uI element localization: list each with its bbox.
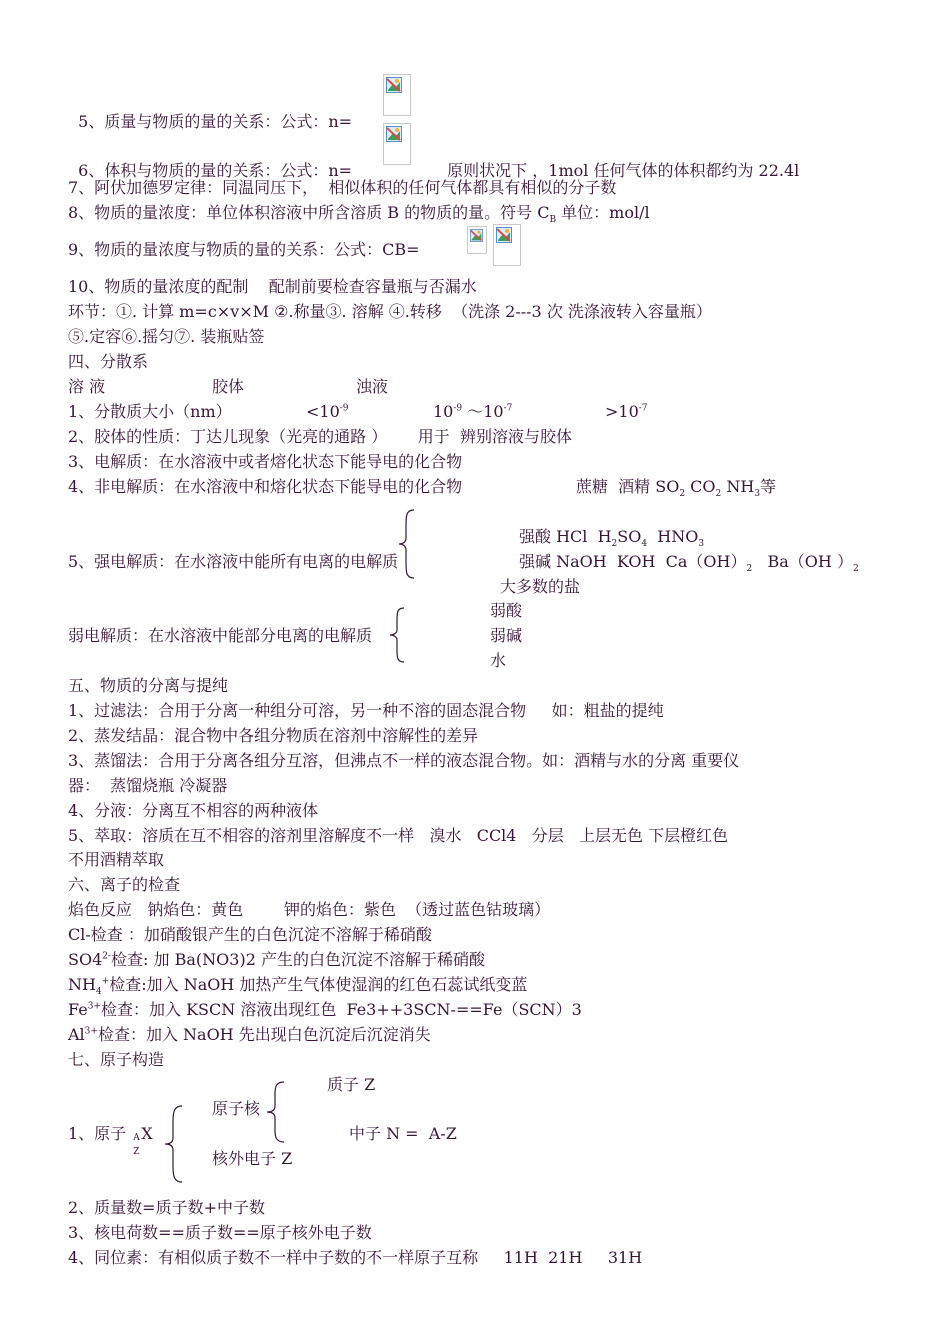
text: HNO — [647, 527, 699, 546]
section-heading-dispersion — [68, 352, 148, 372]
superscript: -7 — [503, 403, 513, 414]
text: 2、蒸发结晶：混合物中各组分物质在溶剂中溶解性的差异 — [68, 726, 479, 745]
evaporation — [68, 726, 478, 746]
broken-image-icon — [470, 229, 483, 242]
text: 环节：①. 计算 m=c×v×M ②.称量③. 溶解 ④.转移 （洗涤 2---3 次 洗涤液转入容量瓶） — [68, 302, 712, 321]
filtration — [68, 701, 664, 721]
weak-electrolyte-definition — [68, 626, 372, 646]
text: NH — [68, 975, 96, 994]
superscript: 2- — [102, 951, 112, 962]
text: 4、非电解质：在水溶液中和熔化状态下能导电的化合物 — [68, 477, 463, 496]
col-suspension — [356, 377, 388, 397]
text: 弱酸 — [490, 601, 523, 620]
distillation-apparatus — [68, 776, 227, 796]
col-solution — [68, 377, 105, 397]
text: Ba（OH ） — [752, 552, 853, 571]
text: 1、分散质大小（nm） — [68, 402, 232, 421]
text: 单位：mol/l — [556, 203, 650, 222]
text: 等 — [760, 477, 777, 496]
superscript: + — [101, 976, 110, 987]
concentration-formula-line — [68, 240, 420, 260]
text: 6、体积与物质的量的关系：公式：n= — [78, 161, 353, 180]
text: 1、原子 — [68, 1124, 132, 1143]
brace-weak-electrolyte — [386, 606, 406, 664]
subscript: 2 — [715, 489, 722, 500]
text: 不用酒精萃取 — [68, 850, 165, 869]
text: 中子 N = A-Z — [349, 1124, 457, 1143]
particle-size-label — [68, 402, 232, 422]
text: Fe — [68, 1000, 88, 1019]
strong-acids — [519, 527, 705, 550]
subscript: 3 — [754, 489, 761, 500]
solution-prep-heading — [68, 277, 477, 297]
formula-image-placeholder — [383, 123, 411, 165]
text: 七、原子构造 — [68, 1050, 165, 1069]
atomic-number: Z — [133, 1147, 140, 1157]
text: 弱电解质：在水溶液中能部分电离的电解质 — [68, 626, 373, 645]
text: 检查:加入 NaOH 加热产生气体使湿润的红色石蕊试纸变蓝 — [109, 975, 528, 994]
atom-label — [68, 1124, 153, 1157]
prep-steps-1 — [68, 302, 712, 322]
text: 溶 液 — [68, 377, 106, 396]
iron-test — [68, 1000, 582, 1020]
broken-image-icon — [386, 77, 402, 93]
text: 强酸 HCl H — [519, 527, 612, 546]
non-electrolyte-definition — [68, 477, 462, 497]
text: 8、物质的量浓度：单位体积溶液中所含溶质 B 的物质的量。符号 C — [68, 203, 550, 222]
text: <10 — [306, 402, 340, 421]
nucleus — [212, 1099, 260, 1119]
brace-strong-electrolyte — [396, 508, 416, 580]
text: 蔗糖 酒精 SO — [576, 477, 680, 496]
text: 质子 Z — [327, 1075, 376, 1094]
superscript: 3+ — [84, 1026, 98, 1037]
subscript: 3 — [698, 539, 705, 550]
electrolyte-definition — [68, 452, 462, 472]
section-heading-atomic-structure — [68, 1050, 164, 1070]
text: 2、质量数=质子数+中子数 — [68, 1198, 265, 1217]
chloride-test — [68, 925, 432, 945]
text: 10、物质的量浓度的配制 配制前要检查容量瓶与否漏水 — [68, 277, 477, 296]
text: 4、同位素：有相似质子数不一样中子数的不一样原子互称 11H 21H 31H — [68, 1248, 643, 1267]
text: 7、阿伏加德罗定律：同温同压下， 相似体积的任何气体都具有相似的分子数 — [68, 178, 617, 197]
text: NH — [721, 477, 755, 496]
subscript: 2 — [611, 539, 618, 550]
size-suspension — [605, 402, 648, 422]
mass-number-rule — [68, 1198, 265, 1218]
text: >10 — [605, 402, 639, 421]
isotope-definition — [68, 1248, 642, 1268]
text: 四、分散系 — [68, 352, 149, 371]
text: 检查: 加 Ba(NO3)2 产生的白色沉淀不溶解于稀硝酸 — [111, 950, 485, 969]
text: 浊液 — [356, 377, 389, 396]
neutron — [349, 1124, 457, 1144]
text: 胶体 — [212, 377, 245, 396]
broken-image-icon — [386, 126, 402, 142]
formula-image-placeholder — [493, 224, 521, 266]
subscript: 2 — [746, 564, 753, 575]
text: 原子核 — [212, 1099, 261, 1118]
broken-image-icon — [496, 227, 512, 243]
most-salts — [500, 577, 580, 597]
superscript: 3+ — [87, 1001, 101, 1012]
text: X — [141, 1124, 153, 1143]
weak-bases — [490, 626, 522, 646]
text: 4、分液：分离互不相容的两种液体 — [68, 801, 319, 820]
size-solution — [306, 402, 349, 422]
text: 10 — [433, 402, 454, 421]
text: 3、电解质：在水溶液中或者熔化状态下能导电的化合物 — [68, 452, 463, 471]
text: ～10 — [462, 402, 504, 421]
section-heading-separation — [68, 676, 228, 696]
text: 5、萃取：溶质在互不相容的溶剂里溶解度不一样 溴水 CCl4 分层 上层无色 下层橙红色 — [68, 826, 729, 845]
distillation — [68, 751, 739, 771]
subscript: 2 — [679, 489, 686, 500]
avogadro-law — [68, 178, 616, 198]
superscript: -9 — [339, 403, 349, 414]
ammonium-test — [68, 975, 528, 998]
text: 强碱 NaOH KOH Ca（OH） — [519, 552, 747, 571]
text: 3、核电荷数==质子数==原子核外电子数 — [68, 1223, 372, 1242]
proton — [327, 1075, 375, 1095]
superscript: -7 — [638, 403, 648, 414]
text: 3、蒸馏法：合用于分离各组分互溶，但沸点不一样的液态混合物。如：酒精与水的分离 重要仪 — [68, 751, 740, 770]
text: CO — [685, 477, 716, 496]
text: SO4 — [68, 950, 103, 969]
weak-acids — [490, 601, 522, 621]
superscript: -9 — [453, 403, 463, 414]
section-heading-ion-tests — [68, 875, 180, 895]
concentration-definition — [68, 203, 650, 226]
formula-volume-line — [68, 141, 352, 181]
text: 2、胶体的性质：丁达儿现象（光亮的通路 ） 用于 辨别溶液与胶体 — [68, 427, 572, 446]
nuclear-charge-rule — [68, 1223, 372, 1243]
text: 弱碱 — [490, 626, 523, 645]
size-colloid — [433, 402, 512, 422]
col-colloid — [212, 377, 244, 397]
molar-volume-note — [437, 141, 799, 181]
text: 核外电子 Z — [212, 1149, 293, 1168]
subscript: 2 — [852, 564, 859, 575]
text: 器： 蒸馏烧瓶 冷凝器 — [68, 776, 228, 795]
text: 大多数的盐 — [500, 577, 581, 596]
sulfate-test — [68, 950, 485, 970]
formula-mass-line — [68, 92, 352, 132]
mass-number: A — [133, 1133, 140, 1143]
subscript: 4 — [641, 539, 648, 550]
aluminum-test — [68, 1025, 431, 1045]
text: 检查：加入 NaOH 先出现白色沉淀后沉淀消失 — [97, 1025, 431, 1044]
text: 9、物质的量浓度与物质的量的关系：公式：CB= — [68, 240, 420, 259]
text: 水 — [490, 651, 507, 670]
text: SO — [617, 527, 642, 546]
electron — [212, 1149, 292, 1169]
brace-atom — [160, 1104, 184, 1184]
colloid-property — [68, 427, 572, 447]
text: 原则状况下 ，1mol 任何气体的体积都约为 22.4l — [447, 161, 800, 180]
text: ⑤.定容⑥.摇匀⑦. 装瓶贴签 — [68, 327, 265, 346]
extraction-note — [68, 850, 164, 870]
text: 5、质量与物质的量的关系：公式：n= — [78, 112, 353, 131]
liquid-separation — [68, 801, 318, 821]
text: 五、物质的分离与提纯 — [68, 676, 229, 695]
extraction — [68, 826, 728, 846]
text: 5、强电解质：在水溶液中能所有电离的电解质 — [68, 552, 399, 571]
text: 检查：加入 KSCN 溶液出现红色 Fe3++3SCN-==Fe（SCN）3 — [100, 1000, 582, 1019]
text: 六、离子的检查 — [68, 875, 181, 894]
formula-image-placeholder — [383, 74, 411, 116]
non-electrolyte-examples — [576, 477, 777, 500]
water — [490, 651, 506, 671]
prep-steps-2 — [68, 327, 264, 347]
subscript: 4 — [95, 987, 102, 998]
text: Al — [68, 1025, 85, 1044]
text: 1、过滤法：合用于分离一种组分可溶，另一种不溶的固态混合物 如：粗盐的提纯 — [68, 701, 664, 720]
subscript: B — [549, 215, 557, 226]
text: Cl-检查 ：加硝酸银产生的白色沉淀不溶解于稀硝酸 — [68, 925, 432, 944]
text: 焰色反应 钠焰色：黄色 钾的焰色：紫色 （透过蓝色钴玻璃） — [68, 900, 551, 919]
brace-nucleus — [262, 1080, 286, 1144]
strong-bases — [519, 552, 859, 575]
flame-test — [68, 900, 550, 920]
formula-image-placeholder — [467, 226, 487, 254]
strong-electrolyte-definition — [68, 552, 398, 572]
